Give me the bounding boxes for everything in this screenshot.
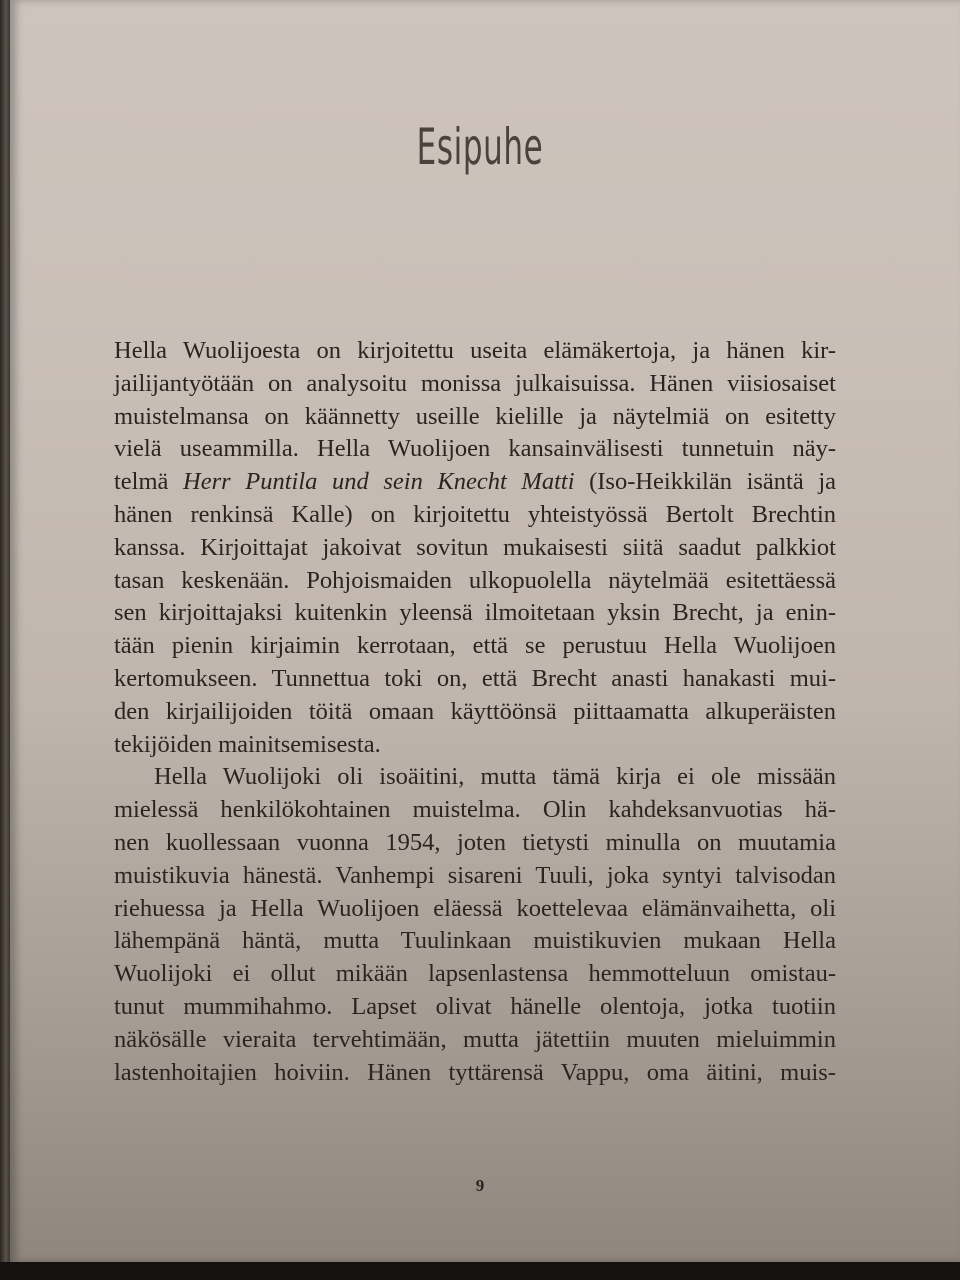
text-line: tasan keskenään. Pohjoismaiden ulkopuolella näytelmää esitettäessä xyxy=(114,566,836,594)
chapter-title: Esipuhe xyxy=(416,118,544,176)
text-line: kanssa. Kirjoittajat jakoivat sovitun mukaisesti siitä saadut palkkiot xyxy=(114,533,836,561)
paragraph-2 xyxy=(114,761,836,1089)
text-line: vielä useammilla. Hella Wuolijoen kansainvälisesti tunnetuin näy- xyxy=(114,435,836,463)
text-line: nen kuollessaan vuonna 1954, joten tietysti minulla on muutamia xyxy=(114,828,836,856)
text-line: jailijantyötään on analysoitu monissa julkaisuissa. Hänen viisiosaiset xyxy=(114,369,836,397)
body-text xyxy=(114,335,836,1089)
text-line: muistikuvia hänestä. Vanhempi sisareni Tuuli, joka syntyi talvisodan xyxy=(114,861,836,889)
text-line: mielessä henkilökohtainen muistelma. Olin kahdeksanvuotias hä- xyxy=(114,796,836,824)
text-line: Wuolijoki ei ollut mikään lapsenlastensa hemmotteluun omistau- xyxy=(114,960,836,988)
text-line: tään pienin kirjaimin kerrotaan, että se perustuu Hella Wuolijoen xyxy=(114,632,836,660)
page-bottom-shadow xyxy=(0,1262,960,1280)
text-line: Hella Wuolijoki oli isoäitini, mutta tämä kirja ei ole missään xyxy=(154,763,836,791)
text-line: muistelmansa on käännetty useille kielille ja näytelmiä on esitetty xyxy=(114,402,836,430)
text-line: näkösälle vieraita tervehtimään, mutta jätettiin muuten mieluimmin xyxy=(114,1025,836,1053)
page-number: 9 xyxy=(475,1176,485,1195)
play-title: Herr Puntila und sein Knecht Matti xyxy=(183,468,575,496)
text-line-with-title xyxy=(114,466,836,499)
text-line: Hella Wuolijoesta on kirjoitettu useita elämäkertoja, ja hänen kir- xyxy=(114,337,836,364)
text-line: kertomukseen. Tunnettua toki on, että Brecht anasti hanakasti mui- xyxy=(114,664,836,692)
text-line: hänen renkinsä Kalle) on kirjoitettu yhteistyössä Bertolt Brechtin xyxy=(114,500,836,528)
text-line: den kirjailijoiden töitä omaan käyttöönsä piittaamatta alkuperäisten xyxy=(114,697,836,725)
book-spine-edge xyxy=(0,0,10,1280)
text-line: riehuessa ja Hella Wuolijoen eläessä koettelevaa elämänvaihetta, oli xyxy=(114,894,836,922)
text-line: lähempänä häntä, mutta Tuulinkaan muistikuvien mukaan Hella xyxy=(114,927,836,955)
text-line: lastenhoitajien hoiviin. Hänen tyttärensä Vappu, oma äitini, muis- xyxy=(114,1058,836,1086)
text-line: tunut mummihahmo. Lapset olivat hänelle olentoja, jotka tuotiin xyxy=(114,992,836,1020)
text-segment: telmä xyxy=(114,468,184,496)
text-line: sen kirjoittajaksi kuitenkin yleensä ilmoitetaan yksin Brecht, ja enin- xyxy=(114,599,836,627)
text-line: tekijöiden mainitsemisesta. xyxy=(114,730,381,758)
text-segment: (Iso-Heikkilän isäntä ja xyxy=(574,468,837,496)
paragraph-1 xyxy=(114,335,836,761)
